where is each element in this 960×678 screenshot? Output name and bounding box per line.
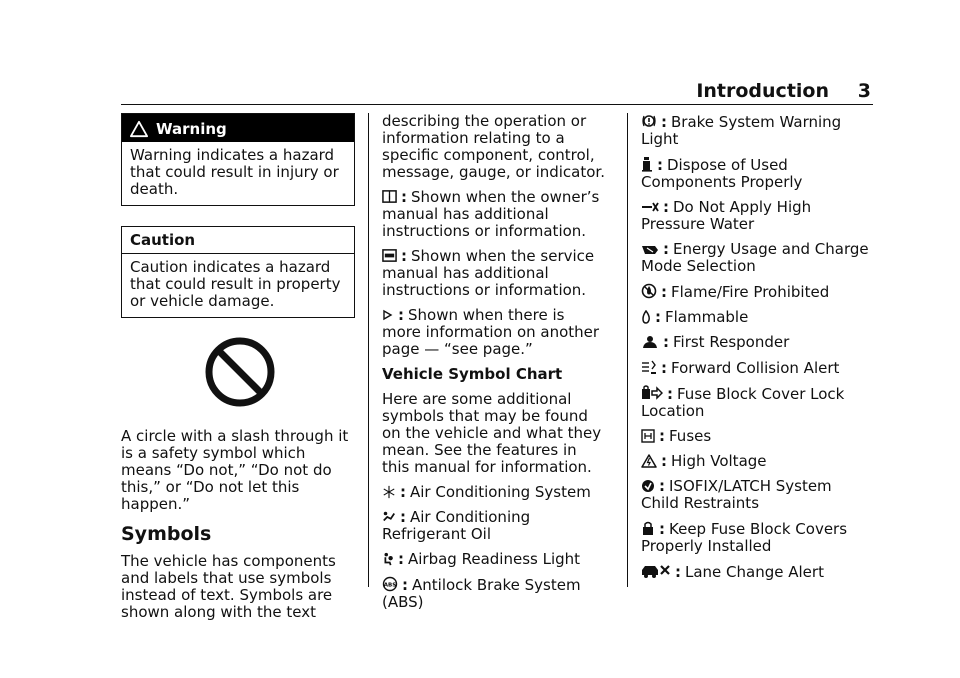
refrigerant-oil-icon — [382, 510, 396, 524]
see-page-icon — [382, 308, 394, 322]
symbol-text: Fuse Block Cover Lock Location — [641, 385, 845, 420]
fuse-block-lock-icon — [641, 385, 663, 401]
warning-text: Warning indicates a hazard that could result in injury or death. — [130, 146, 339, 198]
symbol-text: Airbag Readiness Light — [408, 550, 581, 568]
symbol-entry: : Fuse Block Cover Lock Location — [641, 385, 845, 420]
column-divider — [368, 113, 369, 587]
fuses-icon — [641, 429, 655, 443]
dispose-icon — [641, 156, 653, 172]
symbol-entry: : Air Conditioning Refrigerant Oil — [382, 508, 531, 543]
symbol-text: Shown when the service manual has additional instructions or information. — [382, 247, 595, 299]
symbol-text: Do Not Apply High Pressure Water — [641, 198, 812, 233]
caution-text: Caution indicates a hazard that could result in property or vehicle damage. — [130, 258, 341, 310]
first-responder-icon — [641, 335, 659, 349]
symbol-text: Energy Usage and Charge Mode Selection — [641, 240, 869, 275]
high-voltage-icon — [641, 454, 657, 468]
chart-heading: Vehicle Symbol Chart — [382, 365, 563, 383]
page-header — [121, 80, 873, 104]
warning-header — [122, 114, 354, 142]
symbol-text: High Voltage — [671, 452, 767, 470]
forward-collision-icon — [641, 359, 657, 375]
symbol-text: Antilock Brake System (ABS) — [382, 576, 581, 611]
symbol-text: Keep Fuse Block Covers Properly Installed — [641, 520, 848, 555]
symbol-text: First Responder — [673, 333, 790, 351]
chart-intro: Here are some additional symbols that may be found on the vehicle and what they mean. See the features in this manual for information. — [382, 390, 602, 476]
airbag-icon — [382, 552, 394, 566]
prohibition-text: A circle with a slash through it is a safety symbol which means “Do not,” “Do not do this,” or “Do not let this happen.” — [121, 427, 349, 513]
symbol-entry: i : Shown when the owner’s manual has additional instructions or information. — [382, 188, 600, 240]
symbol-entry: : ISOFIX/LATCH System Child Restraints — [641, 477, 832, 512]
symbol-text: Fuses — [669, 427, 712, 445]
symbol-entry: : Dispose of Used Components Properly — [641, 156, 803, 191]
symbols-heading: Symbols — [121, 523, 212, 545]
symbol-text: Forward Collision Alert — [671, 359, 840, 377]
lane-change-icon — [641, 563, 671, 579]
symbol-entry: : First Responder — [641, 334, 873, 351]
symbol-entry: : Lane Change Alert — [641, 563, 873, 581]
page-number: 3 — [857, 80, 871, 102]
brake-warning-icon — [641, 113, 657, 129]
prohibition-icon — [204, 336, 276, 408]
fuse-covers-installed-icon — [641, 520, 655, 536]
symbol-text: Lane Change Alert — [685, 563, 824, 581]
prohibition-figure — [121, 336, 355, 410]
symbol-entry: : Keep Fuse Block Covers Properly Installed — [641, 520, 848, 555]
flammable-icon — [641, 310, 651, 324]
symbols-intro: The vehicle has components and labels that use symbols instead of text. Symbols are shown along with the text — [121, 552, 336, 621]
symbols-intro-continued: describing the operation or information relating to a specific component, control, message, gauge, or indicator. — [382, 112, 605, 181]
symbol-text: Air Conditioning Refrigerant Oil — [382, 508, 531, 543]
symbol-entry: : High Voltage — [641, 453, 873, 470]
flame-prohibited-icon — [641, 283, 657, 299]
symbol-entry: : Energy Usage and Charge Mode Selection — [641, 240, 869, 275]
column-divider — [627, 113, 628, 587]
symbol-text: Flame/Fire Prohibited — [671, 283, 830, 301]
isofix-icon — [641, 479, 655, 493]
symbol-text: ISOFIX/LATCH System Child Restraints — [641, 477, 832, 512]
symbol-entry: : Shown when there is more information on another page — “see page.” — [382, 306, 600, 358]
service-manual-icon — [382, 248, 397, 263]
section-title: Introduction — [696, 80, 829, 102]
column-3 — [641, 113, 873, 589]
warning-box — [121, 113, 355, 206]
caution-title: Caution — [122, 227, 354, 254]
symbol-entry: : Flammable — [641, 309, 873, 326]
energy-usage-icon — [641, 244, 659, 256]
abs-icon — [382, 576, 398, 592]
symbol-text: Dispose of Used Components Properly — [641, 156, 803, 191]
symbol-entry: : Forward Collision Alert — [641, 359, 873, 377]
symbol-text: Flammable — [665, 308, 749, 326]
symbol-entry: : Do Not Apply High Pressure Water — [641, 198, 812, 233]
symbol-entry: : Airbag Readiness Light — [382, 551, 608, 568]
symbol-text: Air Conditioning System — [410, 483, 591, 501]
symbol-entry: : Flame/Fire Prohibited — [641, 283, 873, 301]
symbol-entry: : Air Conditioning System — [382, 484, 608, 501]
symbol-text: Shown when the owner’s manual has additional instructions or information. — [382, 188, 600, 240]
svg-text:i: i — [388, 193, 391, 202]
symbol-entry: ABS : Antilock Brake System (ABS) — [382, 576, 581, 611]
warning-title: Warning — [156, 119, 227, 138]
symbol-entry: : Fuses — [641, 428, 873, 445]
header-rule — [121, 104, 873, 105]
owners-manual-icon — [382, 189, 397, 204]
column-2 — [382, 113, 608, 619]
no-high-pressure-water-icon — [641, 200, 659, 214]
symbol-text: Shown when there is more information on another page — “see page.” — [382, 306, 600, 358]
symbol-entry: : Shown when the service manual has additional instructions or information. — [382, 247, 595, 299]
caution-box — [121, 226, 355, 318]
symbol-entry: : Brake System Warning Light — [641, 113, 842, 148]
air-conditioning-icon — [382, 485, 396, 499]
column-1 — [121, 113, 355, 629]
svg-text:ABS: ABS — [383, 582, 397, 589]
warning-triangle-icon — [130, 120, 148, 138]
symbol-text: Brake System Warning Light — [641, 113, 842, 148]
